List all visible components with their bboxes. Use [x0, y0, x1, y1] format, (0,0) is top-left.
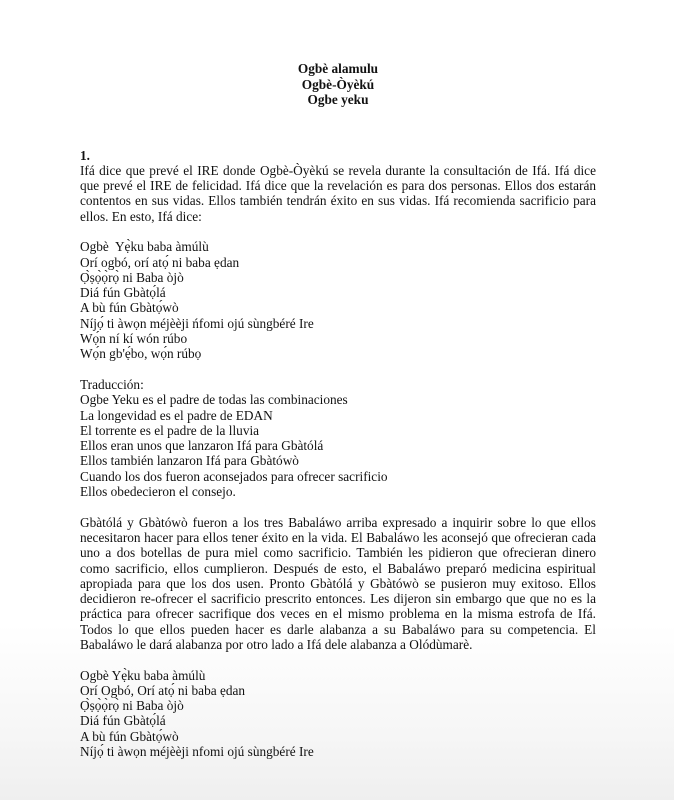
- section-number: 1.: [80, 147, 90, 163]
- verse-line: Orí ogbó, orí atọ́ ni baba ẹdan: [80, 254, 240, 270]
- verse-line: Diá fún Gbàtọ́lá: [80, 285, 166, 301]
- title-line-1: Ogbè alamulu: [297, 61, 379, 76]
- verse-line: Ogbè Yẹ̀ku baba àmúlù: [80, 239, 209, 255]
- verse-block-2: [80, 668, 596, 760]
- verse-line: Wọ́n ní kí wón rúbo: [80, 331, 188, 347]
- translation-line: Ellos también lanzaron Ifá para Gbàtówò: [80, 453, 299, 469]
- verse-line: Wọ́n gb'ẹ́bo, wọ́n rúbọ: [80, 346, 202, 362]
- translation-heading: Traducción:: [80, 376, 144, 392]
- intro-paragraph: Ifá dice que prevé el IRE donde Ogbè-Òyèkú se revela durante la consultación de Ifá. Ifá dice que prevé el IRE de felicidad. Ifá dice que la revelación es para dos personas. Ellos dos estarán contentos en sus vidas. Ellos también tendrán éxito en sus vidas. Ifá recomienda sacrificio para ellos. En esto, Ifá dice:: [80, 162, 596, 224]
- translation-line: La longevidad es el padre de EDAN: [80, 407, 273, 423]
- story-paragraph: Gbàtólá y Gbàtówò fueron a los tres Babaláwo arriba expresado a inquirir sobre lo que ellos necesitaron hacer para ellos tener éxito en la vida. El Babaláwo les aconsejó que ofrecieran cada uno a dos botellas de pura miel como sacrificio. También les pidieron que ofrecieran dinero como sacrificio, ellos cumplieron. Después de esto, el Babaláwo preparó medicina espiritual apropiada para que los dos usen. Pronto Gbàtólá y Gbàtówò se pusieron muy exitoso. Ellos decidieron re-ofrecer el sacrificio prescrito entonces. Les dijeron sin embargo que que no es la práctica para ofrecer sacrifique dos veces en el mismo problema en la misma estrofa de Ifá. Todos lo que ellos pueden hacer es darle alabanza a su Babaláwo para su competencia. El Babaláwo le dará alabanza por otro lado a Ifá dele alabanza a Olódùmarè.: [80, 514, 596, 652]
- translation-line: Ellos obedecieron el consejo.: [80, 484, 236, 500]
- verse-line: A bù fún Gbàtọ́wò: [80, 300, 179, 316]
- verse-line: Ọ̀ṣọ̀ọ̀rọ̀ ni Baba òjò: [80, 269, 184, 285]
- translation-line: Ellos eran unos que lanzaron Ifá para Gbàtólá: [80, 438, 324, 454]
- verse-line: Ogbè Yẹ̀ku baba àmúlù: [80, 667, 206, 683]
- title-line-3: Ogbe yeku: [307, 92, 369, 107]
- verse-line: Níjọ́ ti àwọn méjèèji ńfomi ojú sùngbéré Ire: [80, 315, 314, 331]
- title-line-2: Ogbè-Òyèkú: [301, 76, 375, 92]
- translation-block: [80, 377, 596, 499]
- verse-line: A bù fún Gbàtọ́wò: [80, 728, 179, 744]
- verse-line: Orí Ogbó, Orí atọ́ ni baba ẹdan: [80, 682, 246, 698]
- verse-line: Diá fún Gbàtọ́lá: [80, 713, 166, 729]
- verse-line: Níjọ́ ti àwọn méjèèji nfomi ojú sùngbéré Ire: [80, 744, 314, 760]
- translation-line: El torrente es el padre de la lluvia: [80, 422, 260, 438]
- verse-line: Ọ̀ṣọ̀ọ̀rọ̀ ni Baba òjò: [80, 698, 184, 714]
- verse-block-1: [80, 239, 596, 361]
- translation-line: Cuando los dos fueron aconsejados para ofrecer sacrificio: [80, 468, 388, 484]
- document-content: [80, 61, 596, 775]
- title-block: [80, 61, 596, 108]
- translation-line: Ogbe Yeku es el padre de todas las combinaciones: [80, 392, 348, 408]
